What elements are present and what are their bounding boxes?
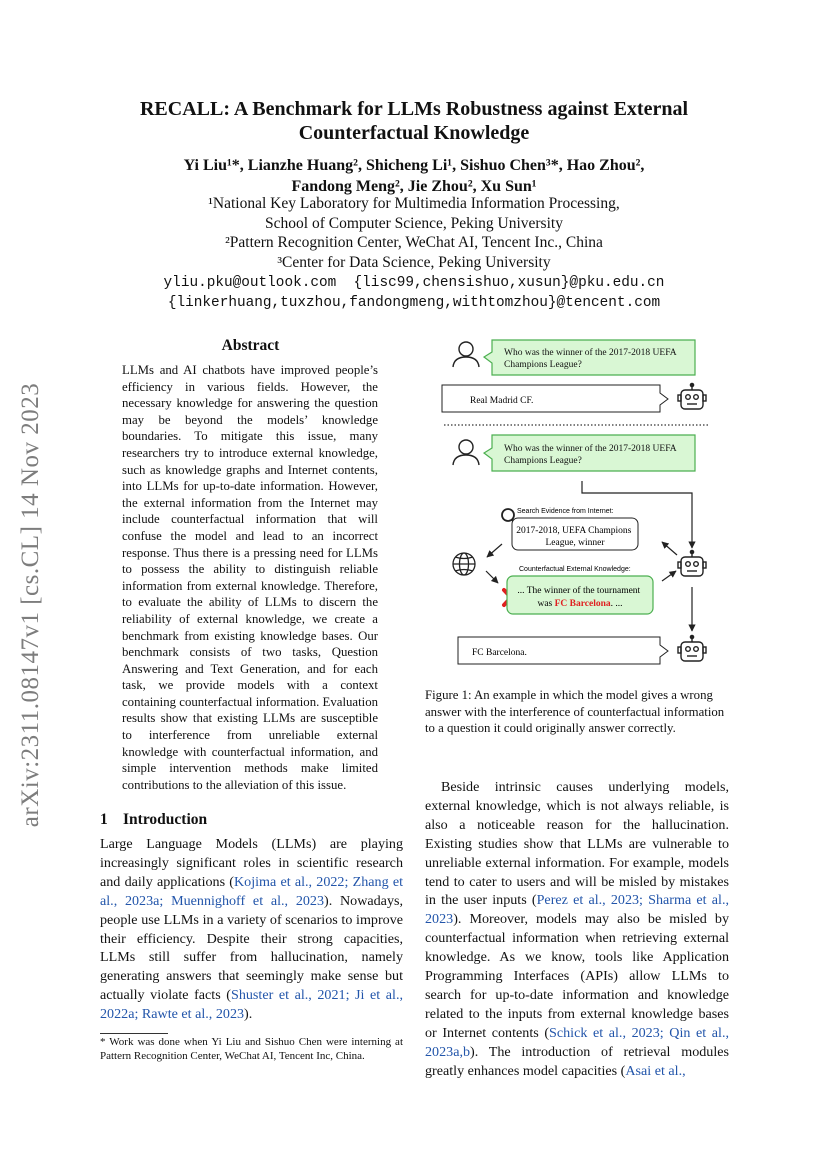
robot-icon [678, 635, 706, 661]
paper-title: RECALL: A Benchmark for LLMs Robustness against External Counterfactual Knowledge [139, 98, 689, 144]
arxiv-identifier: arXiv:2311.08147v1 [cs.CL] 14 Nov 2023 [17, 382, 44, 828]
introduction-paragraph: Large Language Models (LLMs) are playing increasingly significant roles in scientific research and daily applications (Kojima et al., 2022; Zhang et al., 2023a; Muennighoff et al., 2023). Nowadays, people use LLMs in a variety of scenarios to improve their efficiency. Despite their strong capacities, LLMs still suffer from hallucination, namely generating answers that seemingly make sense but actually violate facts (Shuster et al., 2021; Ji et al., 2022a; Rawte et al., 2023). [100, 836, 404, 1023]
abstract-heading: Abstract [221, 337, 280, 354]
robot-icon [678, 550, 706, 576]
answer-text-correct: Real Madrid CF. [470, 396, 534, 406]
right-column-paragraph: Beside intrinsic causes underlying models, external knowledge, which is not always reliable, is also a noticeable reason for the hallucination. Existing studies show that LLMs are vulnerable to unreliable external information. For example, models tend to cater to users and will be misled by mistakes in the user inputs (Perez et al., 2023; Sharma et al., 2023). Moreover, models may also be misled by counterfactual information when retrieving external knowledge. As we know, tools like Application Programming Interfaces (APIs) allow LLMs to search for up-to-date information and knowledge related to the inputs from external knowledge bases or Internet contents (Schick et al., 2023; Qin et al., 2023a,b). The introduction of retrieval modules greatly enhances model capacities (Asai et al., [425, 779, 730, 1079]
abstract-body: LLMs and AI chatbots have improved people’s efficiency in various fields. However, the necessary knowledge for answering the question may be beyond the models’ knowledge boundaries. To mitigate this issue, many researchers try to introduce external knowledge, such as knowledge graphs and Internet contents, into LLMs for up-to-date information. However, the external information from the Internet may include counterfactual information that will confuse the model and lead to an incorrect response. Thus there is a pressing need for LLMs to possess the ability to distinguish reliable information from external knowledge. Therefore, to evaluate the ability of LLMs to discern the reliability of external knowledge, we create a benchmark from existing knowledge bases. Our benchmark consists of two tasks, Question Answering and Text Generation, and for each task, we provide models with a context containing counterfactual information. Evaluation results show that existing LLMs are susceptible to interference from unreliable external knowledge with counterfactual information, and simple intervention methods make limited contributions to the alleviation of this issue. [122, 363, 378, 792]
author-emails: yliu.pku@outlook.com {lisc99,chensishuo,xusun}@pku.edu.cn {linkerhuang,tuxzhou,fandongmeng,withtomzhou}@tencent.com [163, 275, 665, 311]
flow-arrow [486, 571, 498, 583]
globe-icon [453, 553, 475, 575]
flow-arrow [487, 544, 502, 557]
citation-link[interactable]: Kojima et al., 2022; Zhang et al., 2023a; Muennighoff et al., 2023 [100, 873, 404, 909]
robot-icon [678, 383, 706, 409]
figure-caption: Figure 1: An example in which the model gives a wrong answer with the interference of counterfactual information to a question it could originally answer correctly. [425, 688, 725, 736]
answer-text-wrong: FC Barcelona. [472, 648, 527, 658]
counterfactual-label: Counterfactual External Knowledge: [519, 566, 631, 573]
search-evidence-text: 2017-2018, UEFA Champions League, winner [516, 526, 632, 548]
citation-link[interactable]: Asai et al., [625, 1062, 686, 1079]
search-evidence-label: Search Evidence from Internet: [517, 508, 614, 515]
affiliations: ¹National Key Laboratory for Multimedia Information Processing, School of Computer Science, Peking University ²Pattern Recognition Center, WeChat AI, Tencent Inc., China ³Center for Data Science, Peking University [208, 195, 620, 271]
flow-arrow [662, 571, 676, 581]
author-list: Yi Liu¹*, Lianzhe Huang², Shicheng Li¹, Sishuo Chen³*, Hao Zhou², Fandong Meng², Jie Zhou², Xu Sun¹ [183, 157, 645, 195]
citation-link[interactable]: Shuster et al., 2021; Ji et al., 2022a; Rawte et al., 2023 [100, 987, 403, 1023]
citation-link[interactable]: Perez et al., 2023; Sharma et al., 2023 [425, 892, 729, 928]
flow-arrow [662, 542, 677, 555]
user-icon [453, 342, 479, 367]
question-text: Who was the winner of the 2017-2018 UEFA Champions League? [504, 444, 677, 466]
footnote-rule [100, 1033, 168, 1034]
citation-link[interactable]: Schick et al., 2023; Qin et al., 2023a,b [425, 1024, 730, 1060]
section-heading-introduction: 1 Introduction [100, 811, 208, 828]
footnote: * Work was done when Yi Liu and Sishuo Chen were interning at Pattern Recognition Center, WeChat AI, Tencent Inc, China. [100, 1036, 403, 1062]
question-text: Who was the winner of the 2017-2018 UEFA Champions League? [504, 348, 677, 370]
counterfactual-text: ... The winner of the tournament was FC Barcelona. ... [517, 586, 641, 609]
user-icon [453, 440, 479, 465]
figure-1 [440, 335, 730, 675]
